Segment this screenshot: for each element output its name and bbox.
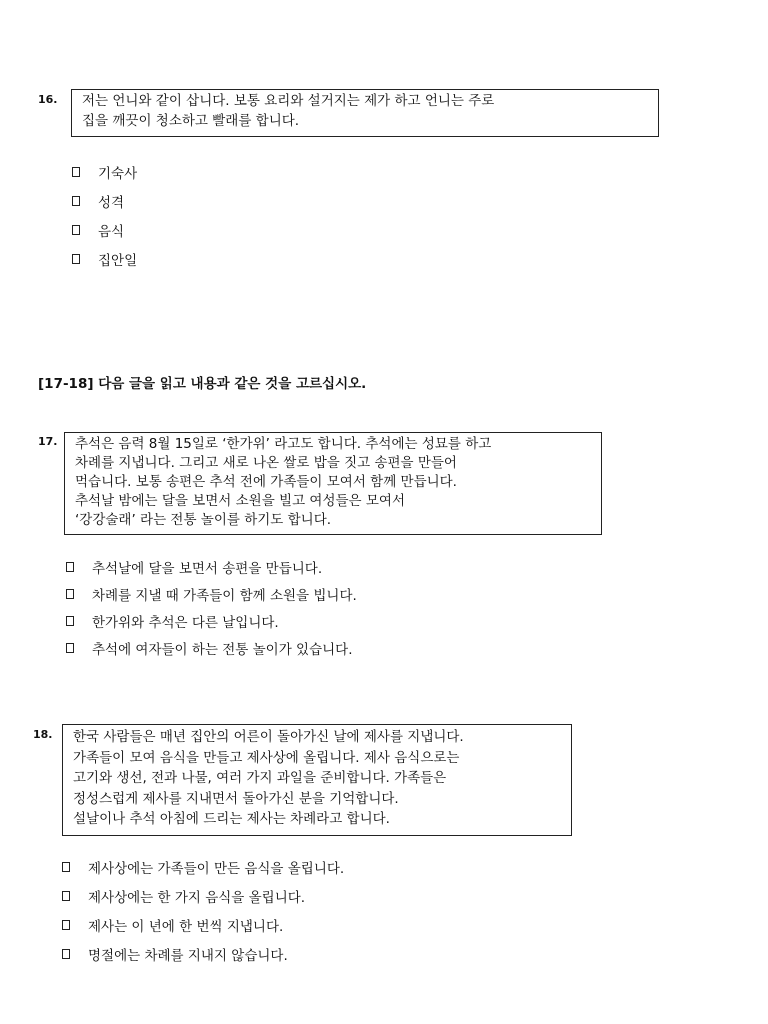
checkbox-icon[interactable] — [66, 616, 74, 626]
checkbox-icon[interactable] — [62, 949, 70, 959]
passage-line: 가족들이 모여 음식을 만들고 제사상에 올립니다. 제사 음식으로는 — [73, 749, 460, 766]
option-label: 제사는 이 년에 한 번씩 지냅니다. — [88, 918, 284, 935]
option-17-1[interactable] — [66, 553, 357, 580]
passage-line: ‘강강술래’ 라는 전통 놀이를 하기도 합니다. — [75, 512, 332, 528]
checkbox-icon[interactable] — [72, 167, 80, 177]
checkbox-icon[interactable] — [66, 562, 74, 572]
option-18-3[interactable] — [62, 910, 344, 939]
passage-line: 정성스럽게 제사를 지내면서 돌아가신 분을 기억합니다. — [73, 790, 399, 807]
passage-line: 저는 언니와 같이 삽니다. 보통 요리와 설거지는 제가 하고 언니는 주로 — [82, 93, 495, 109]
option-17-2[interactable] — [66, 580, 357, 607]
option-17-3[interactable] — [66, 607, 357, 634]
option-label: 차례를 지낼 때 가족들이 함께 소원을 빕니다. — [92, 587, 357, 604]
option-16-2[interactable] — [72, 186, 137, 215]
section-instruction: [17-18] 다음 글을 읽고 내용과 같은 것을 고르십시오. — [38, 376, 367, 392]
checkbox-icon[interactable] — [66, 589, 74, 599]
passage-line: 차례를 지냅니다. 그리고 새로 나온 쌀로 밥을 짓고 송편을 만들어 — [75, 455, 457, 471]
option-label: 명절에는 차례를 지내지 않습니다. — [88, 947, 288, 964]
passage-line: 추석날 밤에는 달을 보면서 소원을 빌고 여성들은 모여서 — [75, 493, 405, 509]
passage-17 — [64, 432, 602, 535]
question-number-16: 16. — [38, 93, 58, 106]
option-label: 추석에 여자들이 하는 전통 놀이가 있습니다. — [92, 641, 353, 658]
option-label: 제사상에는 한 가지 음식을 올립니다. — [88, 889, 306, 906]
question-number-17: 17. — [38, 435, 58, 448]
passage-line: 먹습니다. 보통 송편은 추석 전에 가족들이 모여서 함께 만듭니다. — [75, 474, 457, 490]
checkbox-icon[interactable] — [62, 920, 70, 930]
option-label: 음식 — [98, 223, 125, 240]
option-label: 기숙사 — [98, 165, 138, 182]
passage-18 — [62, 724, 572, 836]
question-number-18: 18. — [33, 728, 53, 741]
option-16-3[interactable] — [72, 215, 137, 244]
option-18-1[interactable] — [62, 852, 344, 881]
passage-line: 추석은 음력 8월 15일로 ‘한가위’ 라고도 합니다. 추석에는 성묘를 하고 — [75, 436, 492, 452]
checkbox-icon[interactable] — [72, 225, 80, 235]
option-label: 집안일 — [98, 252, 138, 269]
passage-16 — [71, 89, 659, 137]
option-label: 추석날에 달을 보면서 송편을 만듭니다. — [92, 560, 323, 577]
passage-line: 고기와 생선, 전과 나물, 여러 가지 과일을 준비합니다. 가족들은 — [73, 770, 447, 786]
checkbox-icon[interactable] — [72, 254, 80, 264]
options-16 — [72, 157, 137, 273]
checkbox-icon[interactable] — [62, 862, 70, 872]
option-label: 한가위와 추석은 다른 날입니다. — [92, 614, 279, 631]
option-label: 제사상에는 가족들이 만든 음식을 올립니다. — [88, 860, 345, 877]
option-label: 성격 — [98, 194, 125, 211]
checkbox-icon[interactable] — [72, 196, 80, 206]
checkbox-icon[interactable] — [66, 643, 74, 653]
passage-line: 설날이나 추석 아침에 드리는 제사는 차례라고 합니다. — [73, 811, 390, 827]
option-16-1[interactable] — [72, 157, 137, 186]
option-18-2[interactable] — [62, 881, 344, 910]
options-17 — [66, 553, 357, 661]
options-18 — [62, 852, 344, 968]
option-18-4[interactable] — [62, 939, 344, 968]
option-16-4[interactable] — [72, 244, 137, 273]
option-17-4[interactable] — [66, 634, 357, 661]
checkbox-icon[interactable] — [62, 891, 70, 901]
passage-line: 집을 깨끗이 청소하고 빨래를 합니다. — [82, 112, 300, 129]
passage-line: 한국 사람들은 매년 집안의 어른이 돌아가신 날에 제사를 지냅니다. — [73, 729, 464, 745]
